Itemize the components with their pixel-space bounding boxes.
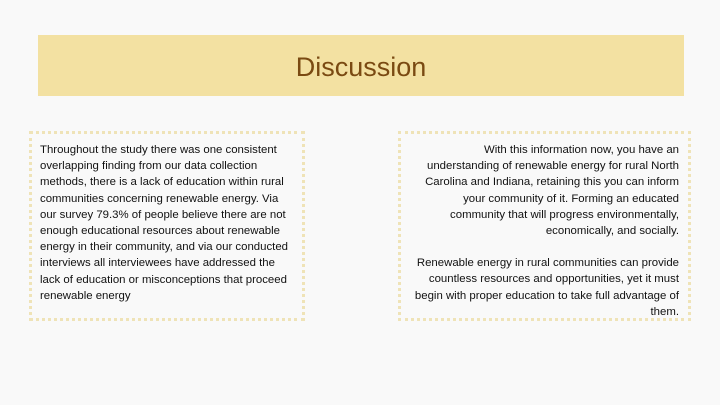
findings-paragraph: Throughout the study there was one consistent overlapping finding from our data collection methods, there is a lack of education within rural communities concerning renewable energy. Via our survey 79.3% of people believe there are not enough educational resources about renewable energy in their community, and via our conducted interviews all interviewees have addressed the lack of education or misconceptions that proceed renewable energy [40, 144, 288, 302]
conclusion-paragraph-1: With this information now, you have an understanding of renewable energy for rural North Carolina and Indiana, retaining this you can inform your community of it. Forming an educated community that will progress environmentally, economically, and socially. [425, 144, 679, 238]
slide-title: Discussion [295, 52, 427, 82]
findings-text-box [29, 131, 305, 321]
conclusion-text-box [398, 131, 691, 321]
title-banner [38, 35, 684, 96]
conclusion-paragraph-2: Renewable energy in rural communities can provide countless resources and opportunities, yet it must begin with proper education to take full advantage of them. [414, 257, 679, 318]
